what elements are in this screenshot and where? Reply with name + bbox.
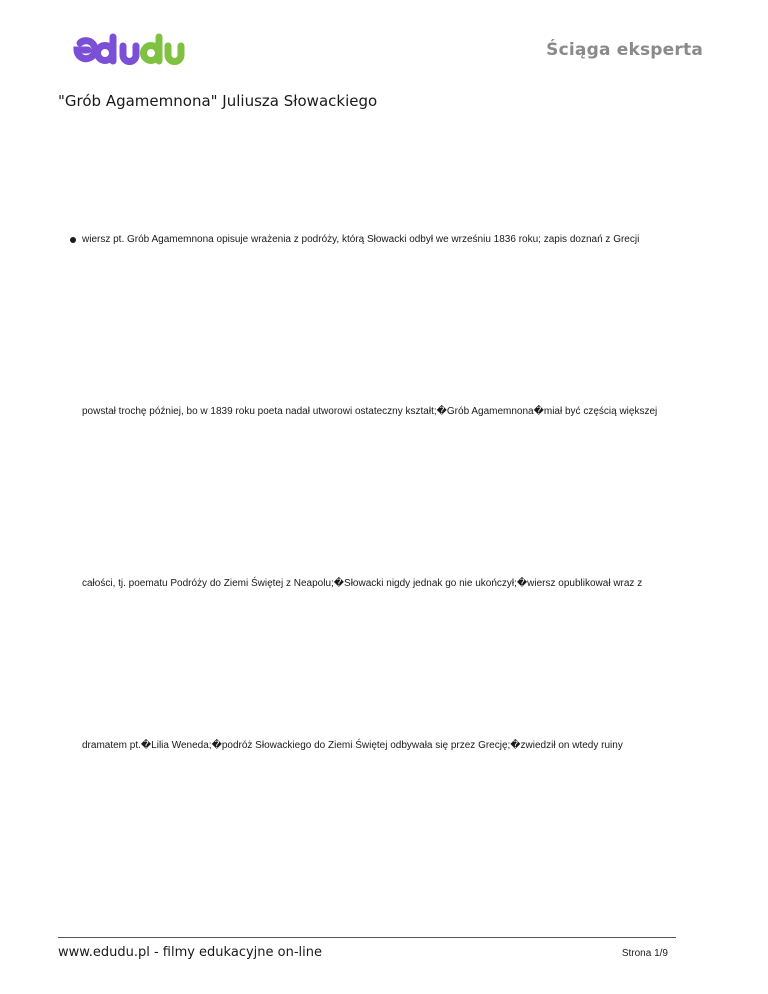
document-title: "Grób Agamemnona" Juliusza Słowackiego [58, 92, 378, 110]
header-badge: Ściąga eksperta [546, 40, 703, 60]
footer-site-link[interactable]: www.edudu.pl - filmy edukacyjne on-line [58, 945, 322, 960]
body-line: wiersz pt. Grób Agamemnona opisuje wrażenia z podróży, którą Słowacki odbył we wrześniu 1836 roku; zapis doznań z Grecji [82, 234, 640, 245]
body-line: dramatem pt.�Lilia Weneda;�podróż Słowackiego do Ziemi Świętej odbywała się przez Grecję;�zwiedził on wtedy ruiny [82, 740, 623, 751]
body-line: całości, tj. poematu Podróży do Ziemi Świętej z Neapolu;�Słowacki nigdy jednak go nie ukończył;�wiersz opublikował wraz z [82, 578, 643, 589]
footer-divider [58, 937, 676, 938]
body-line: powstał trochę później, bo w 1839 roku poeta nadał utworowi ostateczny kształt;�Grób Agamemnona�miał być częścią większej [82, 406, 658, 417]
page-number: Strona 1/9 [621, 948, 668, 959]
bullet-icon [70, 237, 76, 243]
logo-letters-icon [77, 37, 181, 62]
edudu-logo [72, 33, 186, 67]
